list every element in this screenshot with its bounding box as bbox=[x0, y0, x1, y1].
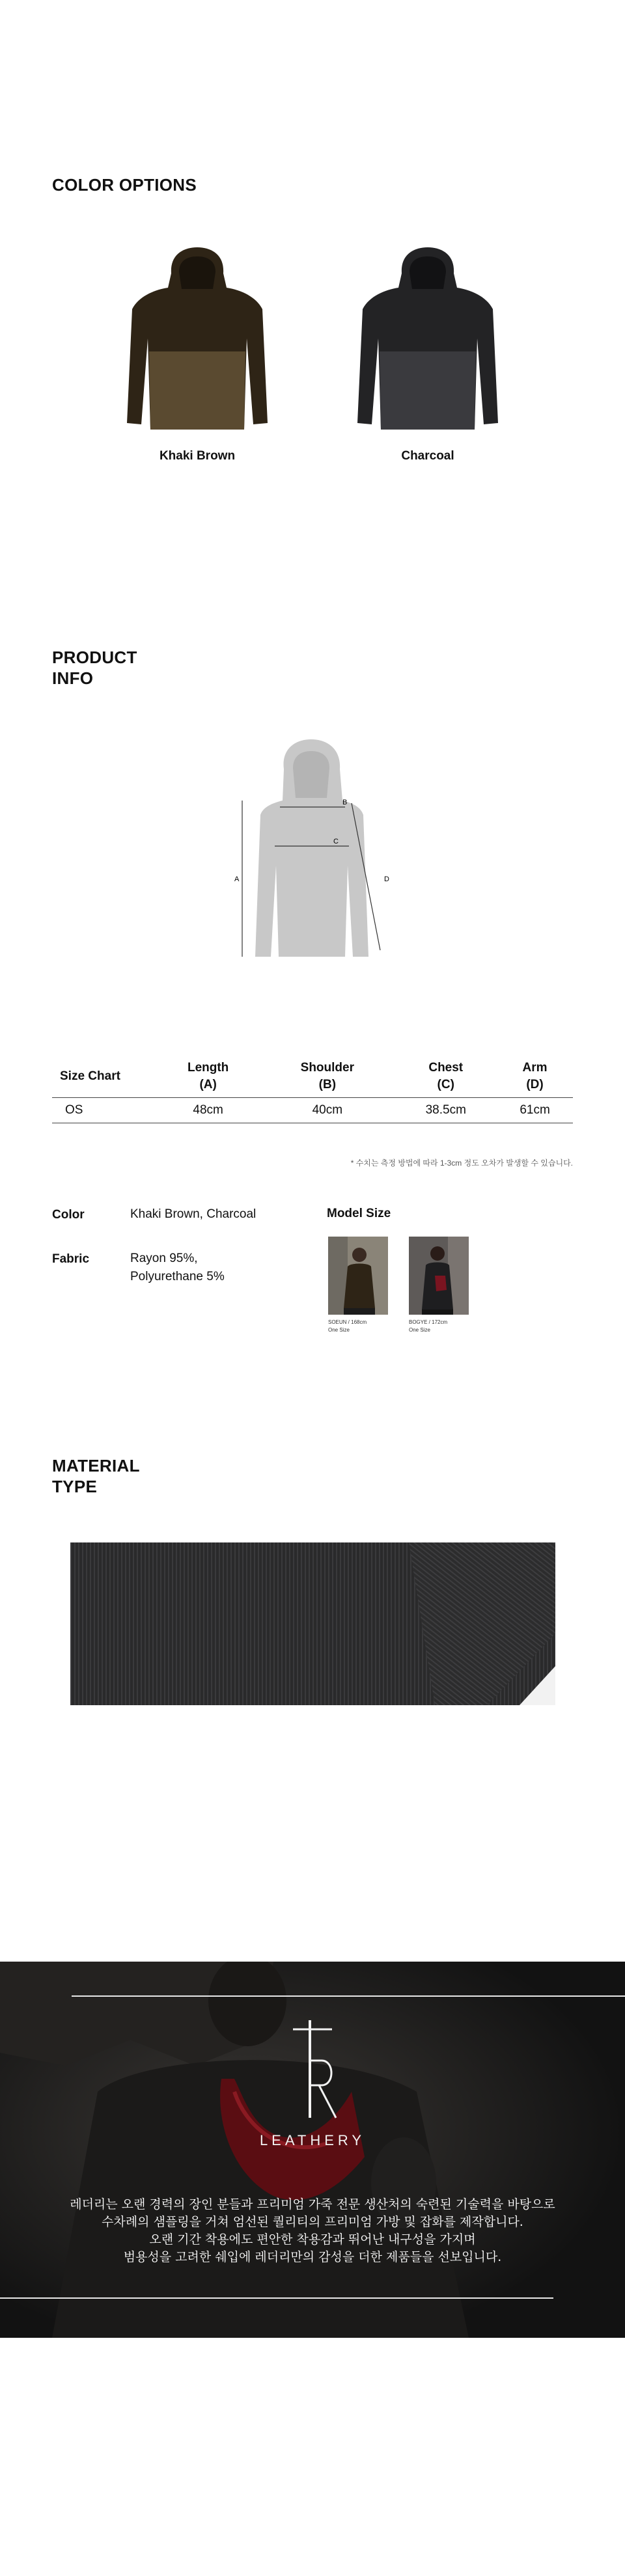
brand-banner bbox=[0, 1962, 625, 2338]
length-cell: 48cm bbox=[156, 1098, 260, 1123]
charcoal-product-image[interactable] bbox=[330, 234, 525, 443]
shoulder-cell: 40cm bbox=[260, 1098, 395, 1123]
fabric-label: Fabric bbox=[52, 1252, 90, 1266]
model-caption-2: BOGYE / 172cm One Size bbox=[409, 1319, 448, 1333]
diagram-label-a: A bbox=[234, 875, 240, 883]
chest-cell: 38.5cm bbox=[395, 1098, 497, 1123]
khaki-brown-label: Khaki Brown bbox=[159, 449, 236, 463]
size-cell: OS bbox=[52, 1098, 156, 1123]
arm-header: Arm (D) bbox=[522, 1061, 548, 1091]
arm-cell: 61cm bbox=[497, 1098, 573, 1123]
model-size-title: Model Size bbox=[327, 1207, 391, 1220]
chest-header: Chest (C) bbox=[428, 1061, 464, 1091]
model-caption-1: SOEUN / 168cm One Size bbox=[328, 1319, 367, 1333]
product-info-title-line1: PRODUCT bbox=[52, 648, 137, 667]
charcoal-label: Charcoal bbox=[401, 449, 454, 463]
size-chart-header: Size Chart bbox=[60, 1069, 120, 1083]
top-divider bbox=[72, 1995, 625, 1997]
bottom-divider bbox=[0, 2297, 553, 2299]
product-info-title-line2: INFO bbox=[52, 668, 94, 688]
color-options-title: COLOR OPTIONS bbox=[52, 175, 197, 195]
material-type-title-line2: TYPE bbox=[52, 1477, 98, 1496]
product-info-title bbox=[52, 647, 137, 689]
fabric-texture-image bbox=[70, 1542, 555, 1705]
size-chart-header-row bbox=[52, 1056, 573, 1098]
material-type-title bbox=[52, 1455, 140, 1497]
size-chart-table bbox=[52, 1056, 573, 1123]
color-label: Color bbox=[52, 1208, 85, 1222]
size-diagram bbox=[221, 735, 404, 963]
color-value: Khaki Brown, Charcoal bbox=[130, 1207, 257, 1221]
brand-description: 레더리는 오랜 경력의 장인 분들과 프리미엄 가죽 전문 생산처의 숙련된 기술력을 바탕으로 수차례의 샘플링을 거쳐 엄선된 퀄리티의 프리미엄 가방 및 잡화를 제작합니다. 오랜 기간 착용에도 편안한 착용감과 뛰어난 내구성을 가지며 범용성을 고려한 쉐입에 레더리만의 감성을 더한 제품들을 선보입니다. bbox=[70, 2197, 555, 2264]
measurement-note: * 수치는 측정 방법에 따라 1-3cm 정도 오차가 발생할 수 있습니다. bbox=[350, 1158, 573, 1168]
shoulder-header: Shoulder (B) bbox=[300, 1061, 354, 1091]
brand-logo-icon bbox=[280, 2020, 345, 2124]
diagram-label-c: C bbox=[333, 838, 339, 845]
fabric-value: Rayon 95%, Polyurethane 5% bbox=[130, 1252, 225, 1283]
model-photo-2[interactable] bbox=[409, 1237, 469, 1315]
diagram-label-b: B bbox=[342, 799, 348, 806]
brand-name: LEATHERY bbox=[259, 2132, 366, 2148]
diagram-label-d: D bbox=[384, 875, 389, 883]
model-photo-1[interactable] bbox=[328, 1237, 388, 1315]
khaki-brown-product-image[interactable] bbox=[100, 234, 295, 443]
table-row bbox=[52, 1098, 573, 1123]
length-header: Length (A) bbox=[187, 1061, 229, 1091]
material-type-title-line1: MATERIAL bbox=[52, 1456, 140, 1475]
